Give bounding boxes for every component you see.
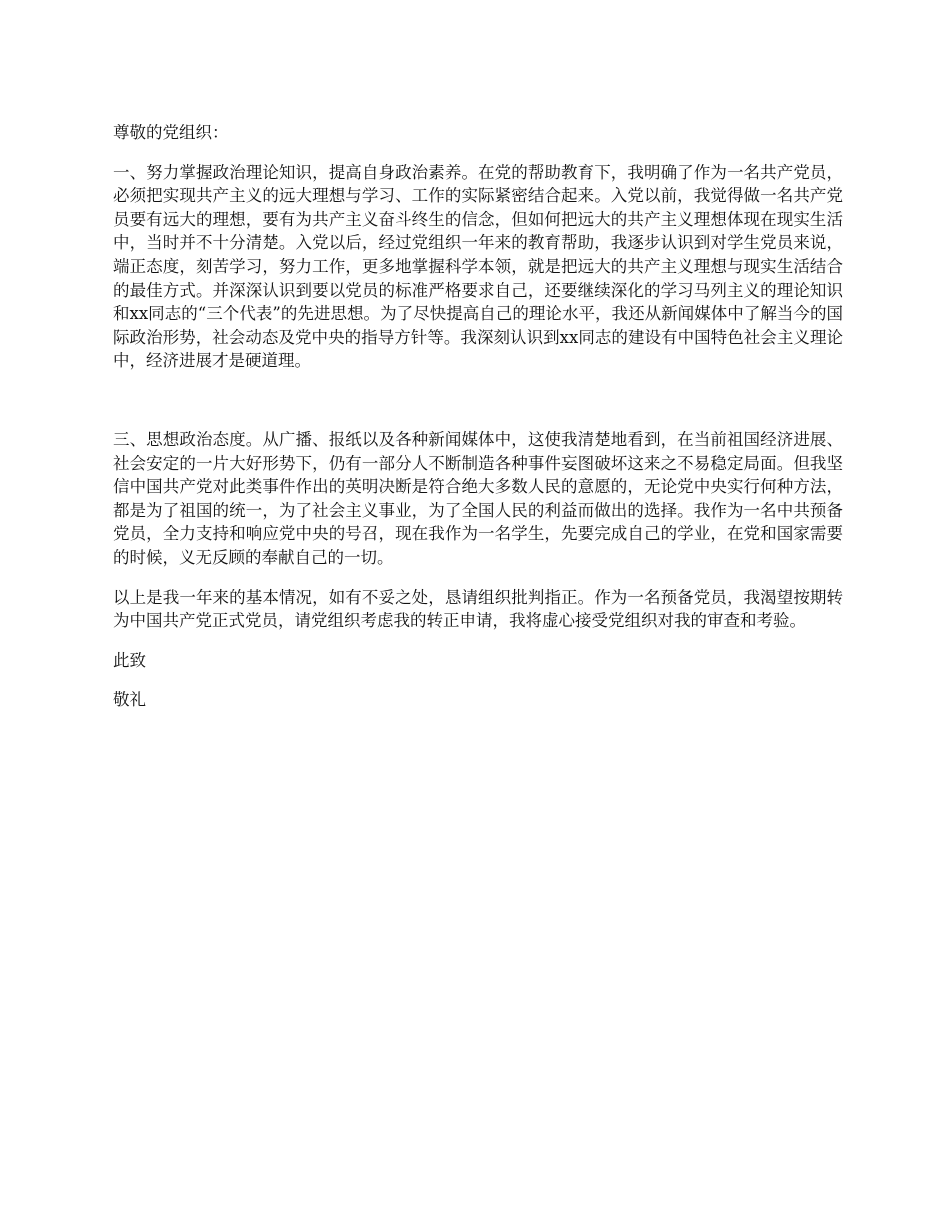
letter-greeting: 尊敬的党组织： xyxy=(113,123,229,142)
closing-regards: 敬礼 xyxy=(113,690,146,710)
closing-salutation: 此致 xyxy=(113,650,146,670)
paragraph-summary: 以上是我一年来的基本情况，如有不妥之处，恳请组织批判指正。作为一名预备党员，我渴望按期转为中国共产党正式党员，请党组织考虑我的转正申请，我将虚心接受党组织对我的审查和考验。 xyxy=(113,587,843,631)
paragraph-political-attitude: 三、思想政治态度。从广播、报纸以及各种新闻媒体中，这使我清楚地看到，在当前祖国经济进展、社会安定的一片大好形势下，仍有一部分人不断制造各种事件妄图破坏这来之不易稳定局面。但我坚信中国共产党对此类事件作出的英明决断是符合绝大多数人民的意愿的，无论党中央实行何种方法，都是为了祖国的统一，为了社会主义事业，为了全国人民的利益而做出的选择。我作为一名中共预备党员，全力支持和响应党中央的号召，现在我作为一名学生，先要完成自己的学业，在党和国家需要的时候，义无反顾的奉献自己的一切。 xyxy=(113,429,843,567)
paragraph-political-theory: 一、努力掌握政治理论知识，提高自身政治素养。在党的帮助教育下，我明确了作为一名共产党员，必须把实现共产主义的远大理想与学习、工作的实际紧密结合起来。入党以前，我觉得做一名共产党员要有远大的理想，要有为共产主义奋斗终生的信念，但如何把远大的共产主义理想体现在现实生活中，当时并不十分清楚。入党以后，经过党组织一年来的教育帮助，我逐步认识到对学生党员来说，端正态度，刻苦学习，努力工作，更多地掌握科学本领，就是把远大的共产主义理想与现实生活结合的最佳方式。并深深认识到要以党员的标准严格要求自己，还要继续深化的学习马列主义的理论知识和xx同志的“三个代表”的先进思想。为了尽快提高自己的理论水平，我还从新闻媒体中了解当今的国际政治形势，社会动态及党中央的指导方针等。我深刻认识到xx同志的建设有中国特色社会主义理论中，经济进展才是硬道理。 xyxy=(113,162,843,371)
letter-document xyxy=(113,121,843,712)
